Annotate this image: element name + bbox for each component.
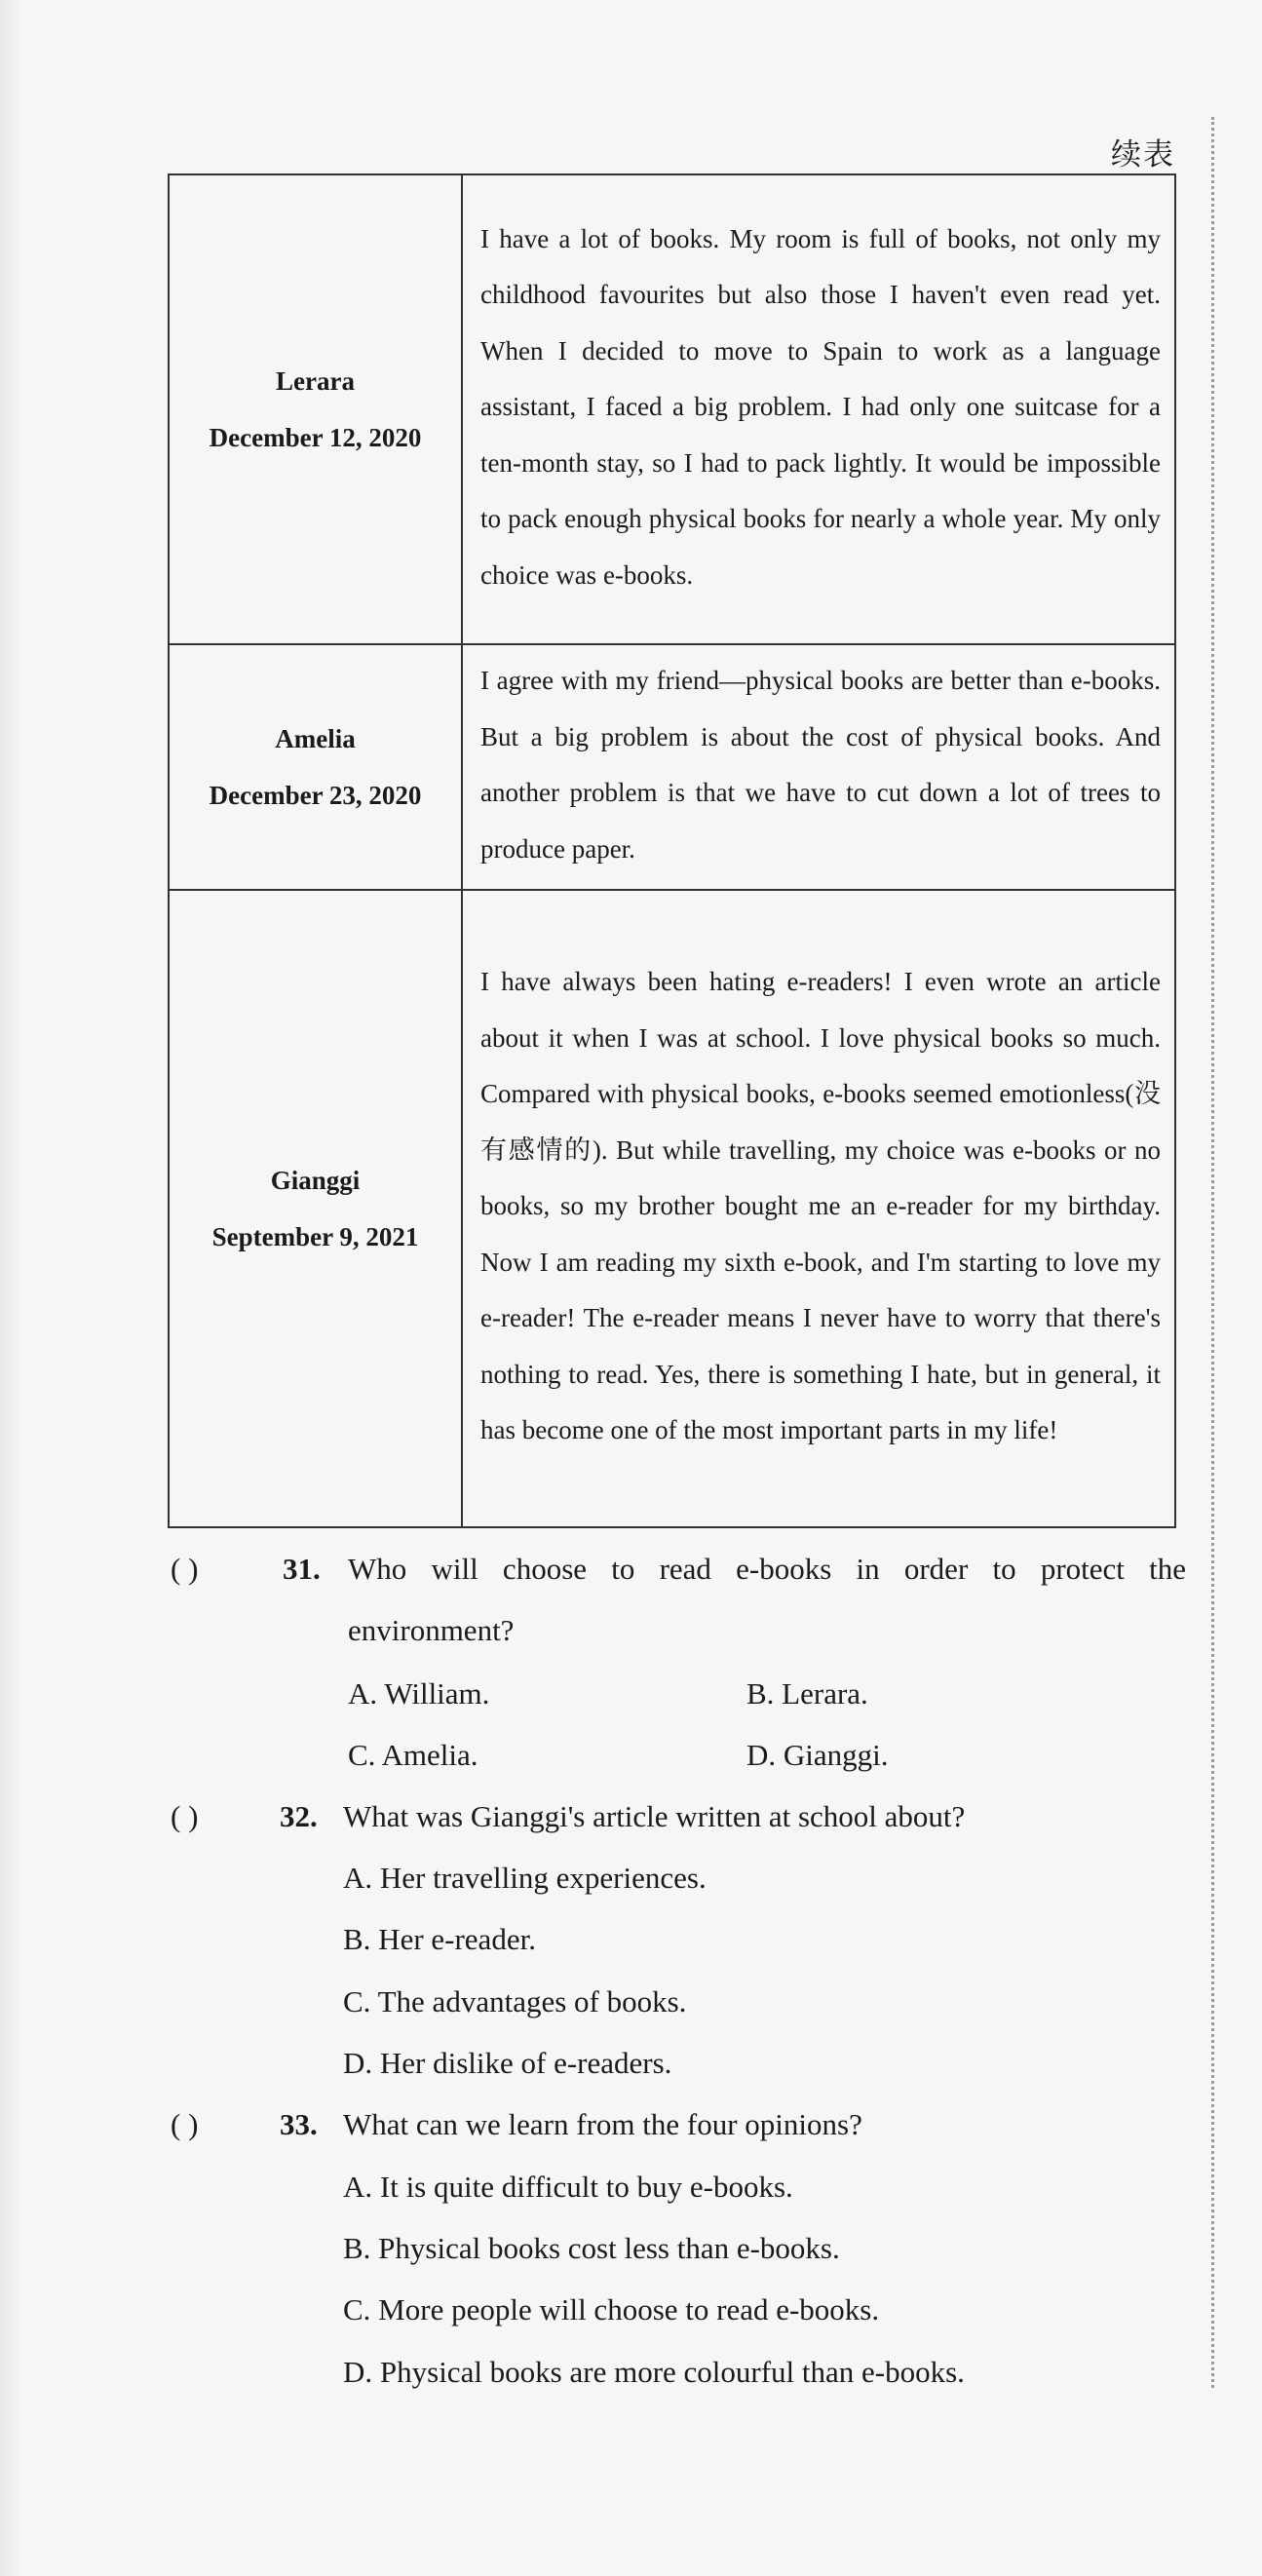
question-number: 31. [283, 1552, 321, 1586]
post-date: September 9, 2021 [211, 1222, 419, 1251]
table-row [169, 174, 1175, 644]
post-text: I have always been hating e-readers! I even wrote an article about it when I was at school. I love physical books so much. Compared with physical books, e-books seemed emotionless(没有感情的). But while travelling, my choice was e-books or no books, so my brother bought me an e-reader for my birthday. Now I am reading my sixth e-book, and I'm starting to love my e-reader! The e-reader means I never have to worry that there's nothing to read. Yes, there is something I hate, but in general, it has become one of the most important parts in my life! [462, 890, 1175, 1527]
forum-posts-table [168, 173, 1176, 1528]
option-b[interactable]: B. Lerara. [746, 1676, 868, 1711]
continued-table-label: 续表 [1111, 137, 1175, 172]
post-text: I agree with my friend—physical books are better than e-books. But a big problem is about the cost of physical books. And another problem is that we have to cut down a lot of trees to produce paper. [462, 644, 1175, 890]
option-c[interactable]: C. Amelia. [348, 1738, 478, 1772]
author-cell [169, 644, 462, 890]
answer-bracket[interactable]: ( ) [171, 2107, 199, 2141]
option-b[interactable]: B. Her e-reader. [343, 1922, 536, 1956]
author-name: Lerara [276, 366, 355, 396]
post-text: I have a lot of books. My room is full of books, not only my childhood favourites but also those I haven't even read yet. When I decided to move to Spain to work as a language assistant, I faced a big problem. I had only one suitcase for a ten-month stay, so I had to pack lightly. It would be impossible to pack enough physical books for nearly a whole year. My only choice was e-books. [462, 174, 1175, 644]
question-text: What was Gianggi's article written at school about? [343, 1799, 966, 1833]
question-number: 33. [280, 2107, 318, 2141]
question-number: 32. [280, 1799, 318, 1833]
option-a[interactable]: A. Her travelling experiences. [343, 1861, 707, 1895]
author-cell [169, 174, 462, 644]
answer-bracket[interactable]: ( ) [171, 1799, 199, 1833]
author-cell [169, 890, 462, 1527]
option-d[interactable]: D. Her dislike of e-readers. [343, 2046, 672, 2080]
option-d[interactable]: D. Gianggi. [746, 1738, 889, 1772]
option-b[interactable]: B. Physical books cost less than e-books. [343, 2231, 840, 2265]
option-a[interactable]: A. It is quite difficult to buy e-books. [343, 2170, 793, 2204]
page-edge-shadow [0, 0, 25, 2576]
author-name: Gianggi [270, 1166, 361, 1195]
author-name: Amelia [275, 724, 356, 753]
table-row [169, 890, 1175, 1527]
option-d[interactable]: D. Physical books are more colourful than e-books. [343, 2355, 965, 2389]
answer-bracket[interactable]: ( ) [171, 1552, 199, 1586]
option-a[interactable]: A. William. [348, 1676, 490, 1711]
option-c[interactable]: C. The advantages of books. [343, 1984, 687, 2019]
post-date: December 12, 2020 [209, 423, 422, 452]
binding-dotted-line [1211, 117, 1214, 2388]
question-text: What can we learn from the four opinions? [343, 2107, 862, 2141]
option-c[interactable]: C. More people will choose to read e-books. [343, 2292, 880, 2326]
table-row [169, 644, 1175, 890]
question-text: Who will choose to read e-books in order to protect the environment? [348, 1552, 1186, 1647]
post-date: December 23, 2020 [209, 781, 422, 810]
